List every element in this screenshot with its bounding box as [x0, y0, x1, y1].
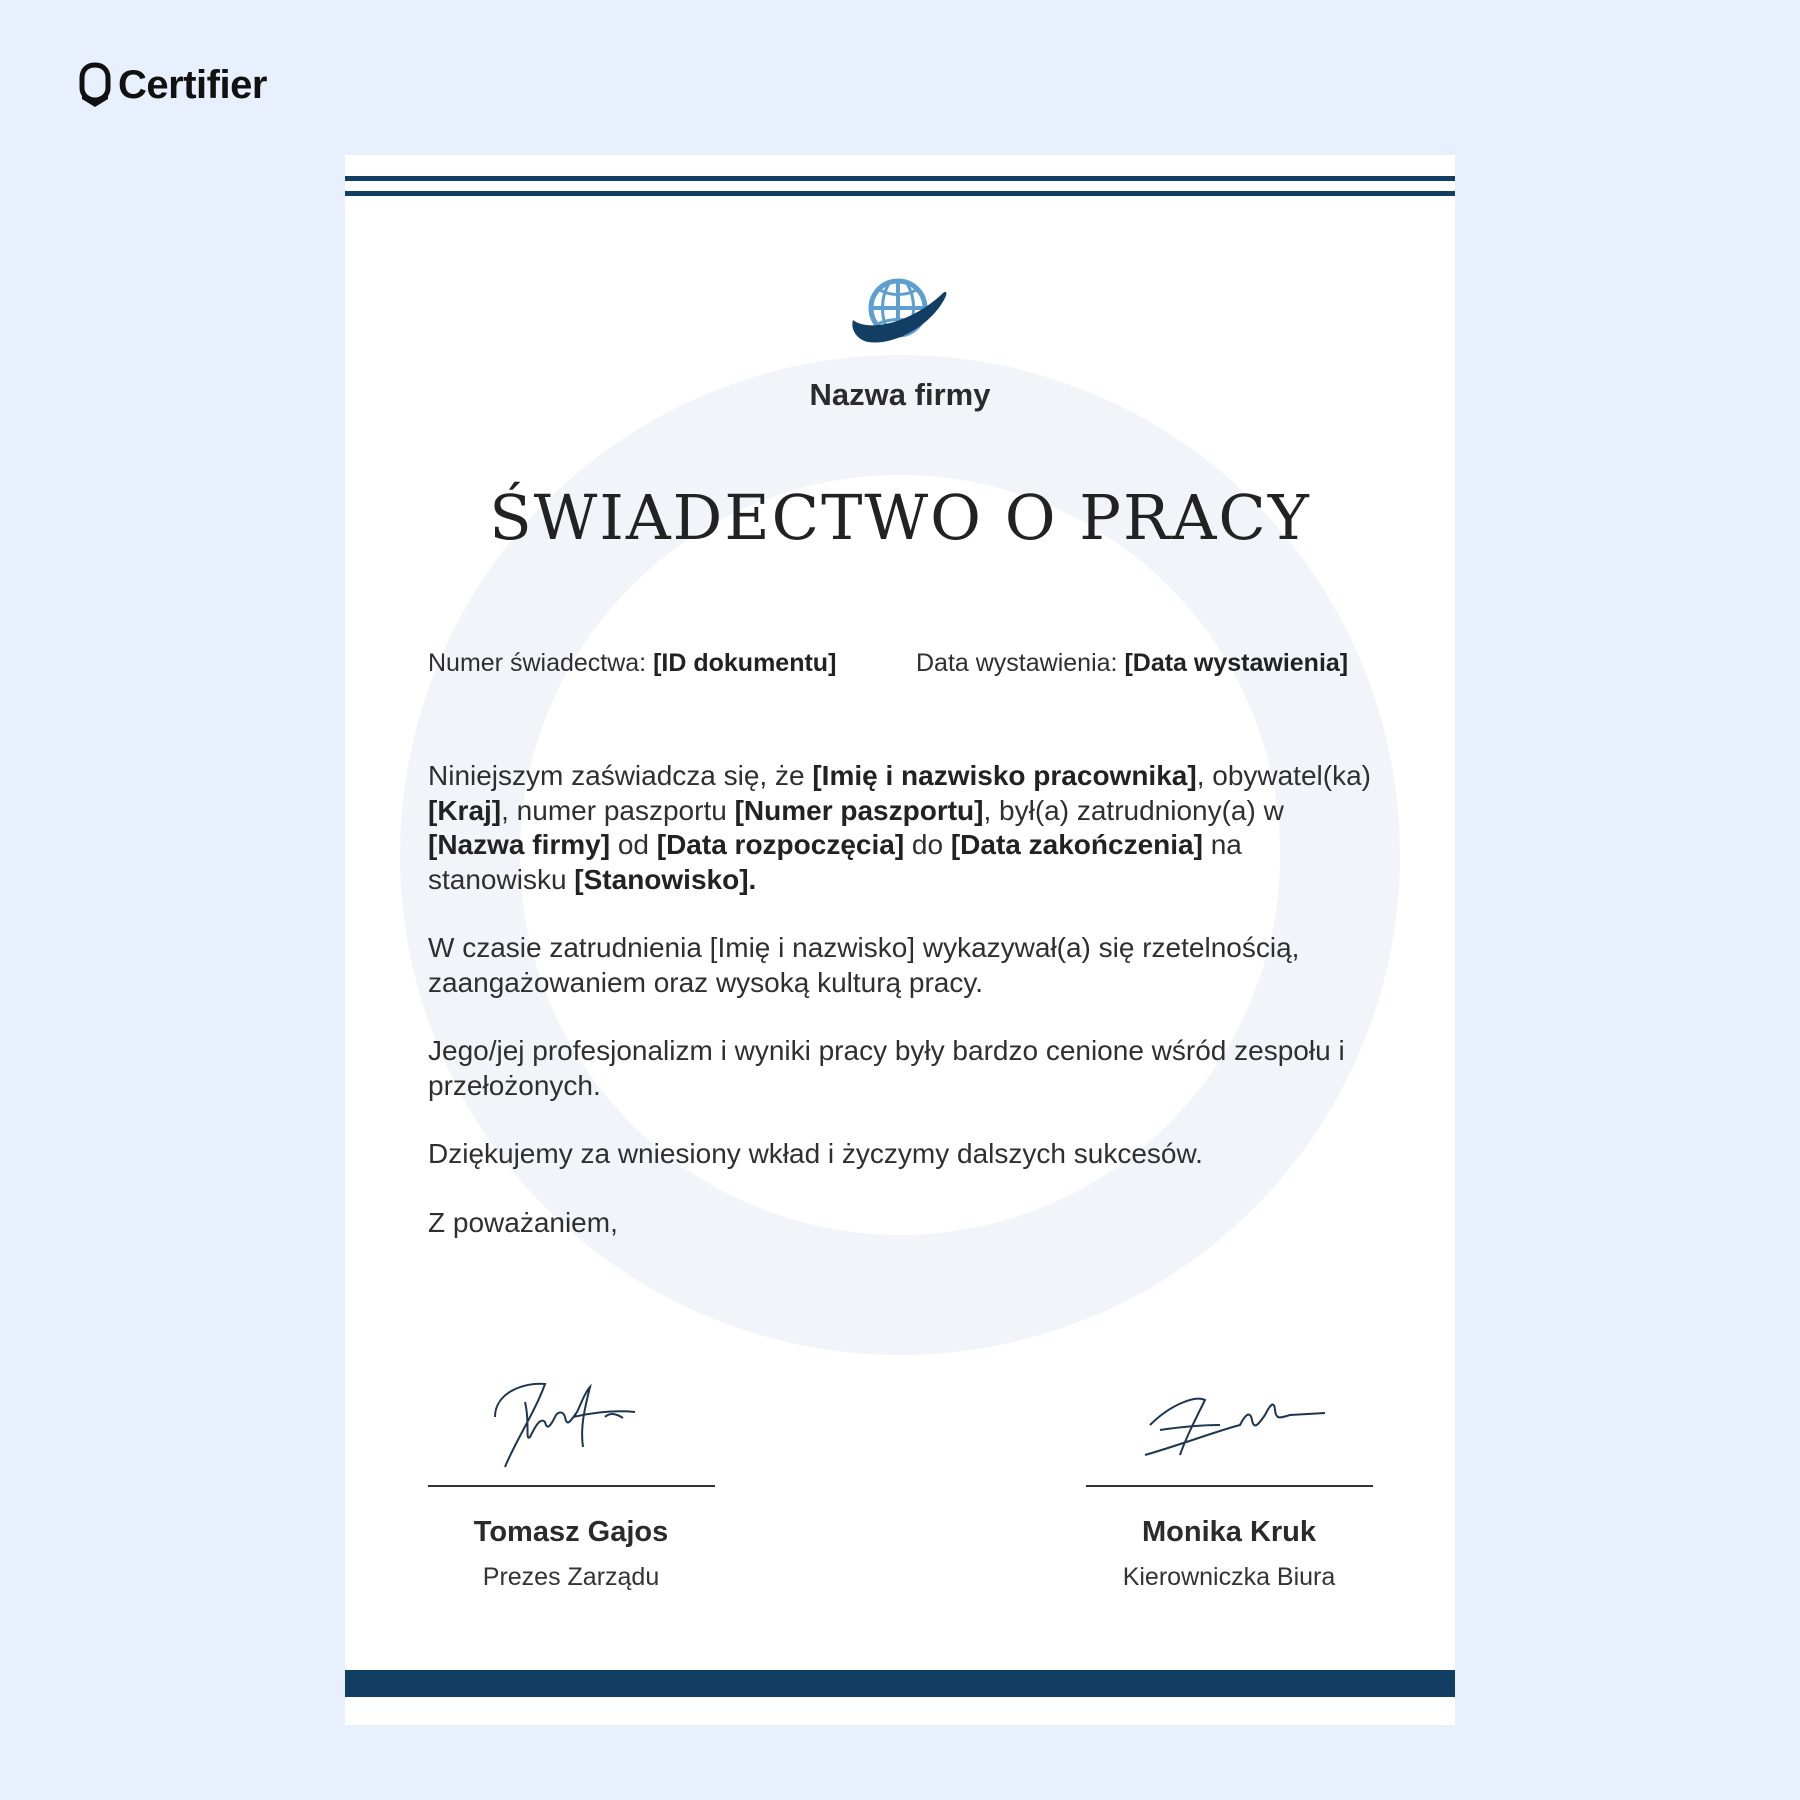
company-name: Nazwa firmy: [809, 377, 991, 412]
certificate-number: [428, 649, 836, 678]
end-date-placeholder: [Data zakończenia]: [950, 829, 1203, 860]
signatory-2-name: Monika Kruk: [1141, 1516, 1317, 1548]
employee-name-placeholder: [Imię i nazwisko pracownika]: [812, 760, 1197, 791]
certificate-number-label: Numer świadectwa:: [428, 649, 647, 677]
bottom-band: [345, 1670, 1455, 1697]
signature-1: [485, 1372, 665, 1472]
text-fragment: , obywatel(ka): [1196, 760, 1371, 791]
brand-logo: [78, 60, 267, 110]
signatory-1-role: Prezes Zarządu: [482, 1563, 660, 1591]
employment-paragraph: [428, 759, 1388, 897]
signature-1-line: [428, 1485, 715, 1487]
issue-date: [916, 649, 1348, 678]
issue-date-label: Data wystawienia:: [916, 649, 1118, 677]
professionalism-paragraph: Jego/jej profesjonalizm i wyniki pracy były bardzo cenione wśród zespołu i przełożonych.: [428, 1035, 1345, 1101]
certificate-body: [428, 759, 1388, 1274]
certifier-logo-icon: [78, 62, 112, 108]
signatory-1-name: Tomasz Gajos: [473, 1516, 669, 1548]
country-placeholder: [Kraj]: [428, 794, 502, 826]
text-fragment: , był(a) zatrudniony(a) w: [983, 794, 1284, 826]
text-fragment: Niniejszym zaświadcza się, że: [428, 760, 813, 791]
passport-placeholder: [Numer paszportu]: [734, 794, 984, 826]
company-placeholder: [Nazwa firmy]: [428, 829, 611, 860]
certificate-page: [345, 155, 1455, 1725]
closing: Z poważaniem,: [428, 1206, 618, 1238]
signature-2: [1140, 1385, 1330, 1465]
thanks-paragraph: Dziękujemy za wniesiony wkład i życzymy dalszych sukcesów.: [428, 1138, 1203, 1169]
text-fragment: od: [610, 829, 657, 860]
globe-icon: [850, 272, 950, 352]
signature-2-line: [1086, 1485, 1373, 1487]
text-fragment: do: [904, 829, 951, 860]
position-placeholder: [Stanowisko].: [574, 863, 757, 895]
certificate-number-value: [ID dokumentu]: [653, 649, 837, 677]
top-rule-2: [345, 191, 1455, 196]
conduct-paragraph: W czasie zatrudnienia [Imię i nazwisko] wykazywał(a) się rzetelnością, zaangażowaniem oraz wysoką kulturą pracy.: [428, 932, 1300, 998]
text-fragment: na stanowisku: [428, 829, 1242, 895]
issue-date-value: [Data wystawienia]: [1124, 649, 1349, 677]
brand-name: Certifier: [118, 62, 267, 107]
signatory-2-role: Kierowniczka Biura: [1122, 1563, 1336, 1591]
certificate-title: ŚWIADECTWO O PRACY: [489, 481, 1311, 554]
start-date-placeholder: [Data rozpoczęcia]: [656, 829, 905, 860]
top-rule-1: [345, 176, 1455, 181]
text-fragment: , numer paszportu: [501, 794, 735, 826]
